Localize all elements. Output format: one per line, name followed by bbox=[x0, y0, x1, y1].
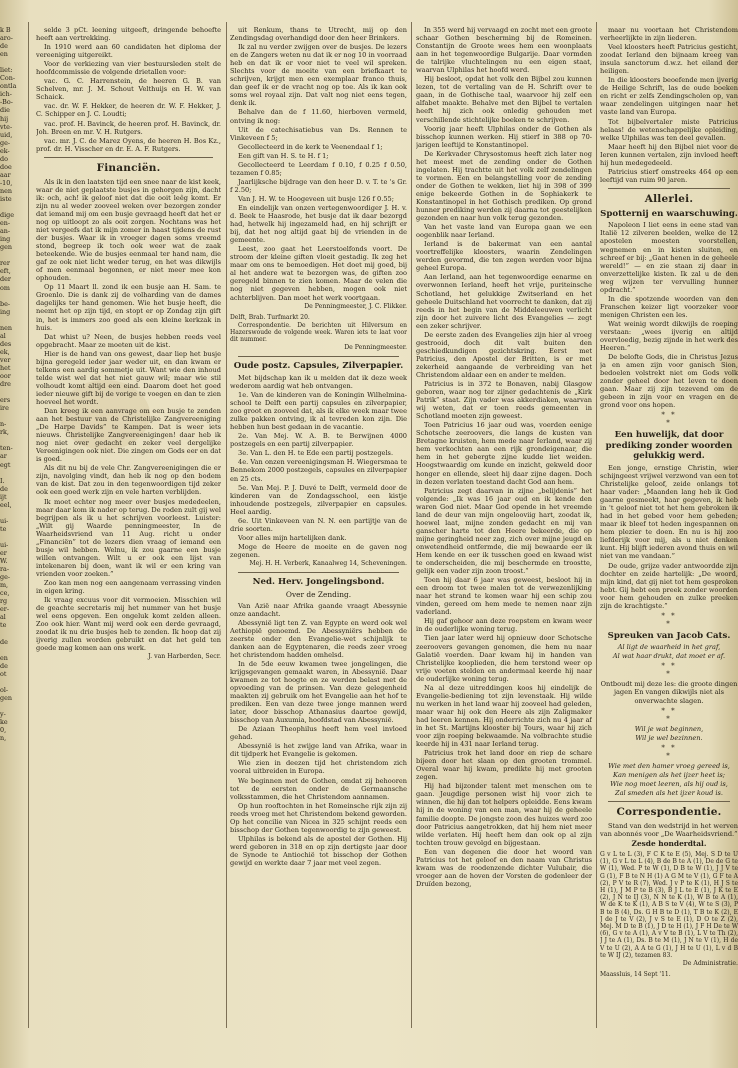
paragraph: Behalve dan de f 11.60, hierboven vermeld, ontving ik nog: bbox=[230, 108, 407, 125]
capsules-article bbox=[230, 374, 407, 559]
paragraph: In de 5de eeuw kwamen twee jongelingen, die krijgsgevangen gemaakt waren, in Abessynië. Daar kwamen ze tot hoogte en ze werden belast met de opvoeding van de prinsen. Van deze gelegenheid maakten zij gebruik om het Evangelie aan het hof te prediken. Een van deze twee jonge mannen werd later, door bisschop Athanasius daartoe gewijd, bisschop van Auxumia, hoofdstad van Abessynië. bbox=[230, 659, 407, 725]
paragraph: Hij gaf gehoor aan deze roepstem en kwam weer in de ouderlijke woning terug. bbox=[416, 617, 592, 634]
paragraph: Wat weinig wordt dikwijls de roeping verstaan: „wees ijverig en altijd overvloedig, bezig zijnde in het werk des Heeren.” bbox=[600, 319, 738, 353]
paragraph: Leest, zoo gaat het Leerstoelfonds voort. De stroom der kleine giften vloeit gestadig. Ik zeg het maar om ons te bemoedigen. Het doet mij goed, bij al het andere wat te bezorgen was, de giften zoo geregeld binnen te zien komen. Maar de velen die nog niet gegeven hebben, mogen ook niet achterblijven. Dan moet het werk voortgaan. bbox=[230, 245, 407, 302]
verse-line: Wie nog moet leeren, als hij oud is, bbox=[610, 779, 728, 788]
paragraph: Gecollecteerd te Leerdam f 0.10, f 0.25 f 0.50, tezamen f 0.85; bbox=[230, 160, 407, 177]
paragraph: Jaarlijksche bijdrage van den heer D. v. T. te 's Gr. f 2.50; bbox=[230, 177, 407, 194]
spreuken-heading: Spreuken van Jacob Cats. bbox=[607, 630, 731, 641]
correspondentie-subheading: Zesde honderdtal. bbox=[631, 838, 707, 848]
paragraph: Ik vraag excuus voor dit vermoeien. Misschien wil de geachte secretaris mij het nummer van het busje wel eens opgeven. Een ongeluk komt zelden alleen. Zoo ook hier. Want mij werd ook een derde gevraagd, zoodat ik nu drie busjes heb te zenden. Ik hoop dat zij ijverig zullen worden gebruikt en dat het geld ten goede mag komen aan ons werk. bbox=[36, 596, 221, 653]
list-item: 3e. Van L. den H. te Ede een partij postzegels. bbox=[238, 449, 394, 458]
paragraph: Patricius trok het land door en riep de schare bijeen door het slaan op den grooten trommel. Overal waar hij kwam, predikte hij met grooten zegen. bbox=[416, 749, 592, 782]
paragraph: Van J. H. W. te Hoogeveen uit busje 126 f 0.55; bbox=[238, 194, 394, 203]
zending-article-continued bbox=[416, 26, 592, 888]
paragraph: Voorig jaar heeft Ulphilas onder de Gothen als bisschop kunnen werken. Hij stierf in 388 op 70-jarigen leeftijd te Konstantinopel. bbox=[416, 124, 592, 149]
paragraph: Als dit nu bij de vele Chr. Zangvereenigingen die er zijn, navolging vindt, dan heb ik nog op den bodem van de kist. Dat zou in den tegenwoordigen tijd zeker ook een goed werk zijn en vele harten verblijden. bbox=[36, 464, 221, 497]
paragraph: In die spotzende woorden van den Franschen keizer ligt voorzeker voor menigen Christen een les. bbox=[600, 294, 738, 319]
paragraph: Gecollecteerd in de kerk te Veenendaal f 1; bbox=[238, 142, 383, 151]
list-item: 4e. Van onzen vereenigingsman H. Wiegersmaa te Bennekom 2000 postzegels, capsules en zilverpapier en 25 cts. bbox=[230, 458, 407, 483]
paragraph: Patricius is in 372 te Bonaven, nabij Glasgow geboren, waar nog ter zijner gedachtenis de „Kirk Patrik” staat. Zijn vader was akkerdiaken, waarvan wij weten, dat er toen reeds gemeenten in Schotland moeten zijn geweest. bbox=[416, 380, 592, 421]
paragraph: Tot bijbelvertaler miste Patricius helaas! de wetenschappelijke opleiding, welke Ulphilas was ten deel gevallen. bbox=[600, 117, 738, 142]
paragraph: We beginnen met de Gothen, omdat zij behooren tot de eersten onder de Germaansche volksstammen, die het Christendom aannamen. bbox=[230, 776, 407, 801]
list-item: Moge de Heere de moeite en de gaven nog zegenen. bbox=[230, 542, 407, 559]
verse-line: Wil je wat beginnen, bbox=[634, 724, 704, 733]
left-column-fragment: k B aro- de en liet: Con- ontla ich- -Bo- die hij vte- uid, ge- ek- do doe aar -10, nen iste dige en- an- ing gen rer eft, der om be- ing nen al des ek, ver het oor dre ers ire n- rk, ten- ar egt I. de ijt eel, ui- te ui- er W. ra- ge- m, ce, rg er- al te de en de ot ol- gen y- ke 0, n, bbox=[0, 26, 17, 743]
verse-line: Zal smeden als het ijzer koud is. bbox=[614, 788, 724, 797]
paragraph: Ik zal nu verder zwijgen over de busjes. De lezers en de Zangers weten nu dat ik er nog 10 in voorraad heb en dat ik er voor niet te veel wil spreken. Slechts voor de moeite van een briefkaart te schrijven, krijgt men een exemplaar franco thuis, dan geef ik er de vracht nog op toe. Als ik kan ook soms wel royaal zijn. Dat valt nog niet eens tegen, denk ik. bbox=[230, 43, 407, 108]
paragraph: vac. mr. J. C. de Marez Oyens, de heeren H. Bos Kz., prof. dr. H. Visscher en dr. E. A. F. Rutgers. bbox=[36, 136, 221, 153]
penningmeester-signature: De Penningmeester, J. C. Flikker. bbox=[304, 302, 407, 310]
paragraph: De Kerkvader Chrysostomus heeft zich later nog het meest met de zending onder de Gothen ingelaten. Hij trachtte uit het volk zelf zendelingen te vormen. Een en belangstelling voor de zending onder de Gothen te wekken, liet hij in 398 of 399 enige bekeerde Gothen in de Sophiakerk te Konstantinopel in het Gothisch prediken. Op grond hunner prediking werden zij daarna tot geestelijken gezonden en naar hun volk terug gezonden. bbox=[416, 149, 592, 223]
zending-article bbox=[230, 602, 407, 868]
paragraph: In 1910 werd aan 60 candidaten het diploma der vereeniging uitgereikt. bbox=[36, 43, 221, 60]
paragraph: Dan kreeg ik een aanvrage om een busje te zenden aan het bestuur van de Christelijke Zangvereeniging „De Harpe Davids” te Kampen. Dat is weer iets nieuws. Christelijke Zangvereenigingen! daar heb ik nog niet over gedacht en zeker veel dergelijke Vereenigingen ook niet. Die zingen om Gods eer en dat is goed. bbox=[36, 407, 221, 464]
correspondentie-heading: Correspondentie. bbox=[616, 805, 722, 818]
paragraph: Een gift van H. S. te H. f 1; bbox=[238, 151, 329, 160]
paragraph: Ulphilas is bekend als de apostel der Gothen. Hij werd geboren in 318 en op zijn dertigste jaar door de Synode te Antiochië tot bisschop der Gothen gewijd en werkte daar 7 jaar met veel zegen. bbox=[230, 834, 407, 867]
vereeniging-report bbox=[36, 26, 221, 153]
paragraph: Een jonge, ernstige Christin, wier schijngeest vrijwel verzwond van een tot Christelijke geloof, zeide onlangs tot haar vader: „Maanden lang heb ik God gaarne gesmeekt, haar gegeven, ik heb in 't geloof niet tot het hem gebroken ik had in het gebed voor hem gebeden; maar ik bleef tot heden ingespannen on hem plezier te doen. En nu is hij zoo liefderijk voor mij, als u niet denken kunt. Hij blijft iederen avond thuis en wil niet van me vandaan.” bbox=[600, 463, 738, 561]
patricius-conclusion bbox=[600, 26, 738, 184]
paragraph: Hij besloot, opdat het volk den Bijbel zou kunnen lezen, tot de vertaling van de H. Schrift over te gaan, in de Gothische taal, waarvoor hij zelf een alfabet maakte. Behalve met den Bijbel te vertalen heeft hij zich ook onledig gehouden met verschillende stichtelijke boeken te schrijven. bbox=[416, 75, 592, 124]
paragraph: selde 3 pCt. leening uitgeeft, dringende behoefte heeft aan vertrekking. bbox=[36, 26, 221, 43]
paragraph: Maar heeft hij den Bijbel niet voor de Ieren kunnen vertalen, zijn invloed heeft hij hun medegedeeld. bbox=[600, 142, 738, 167]
paragraph: Na al deze uitreddingen koos hij eindelijk de Evangelie-bediening tot zijn levenstaak. Hij wilde nu werken in het land waar hij zooveel had geleden, maar waar hij ook den Heere als zijn Zaligmaker had leeren kennen. Hij onderrichte zich nu 4 jaar af in het St. Martijns klooster bij Tours, waar hij zich voor zijn roeping bekwaamde. Na volbrachte studie keerde hij in 431 naar Ierland terug. bbox=[416, 683, 592, 749]
penningmeester-signature-2: De Penningmeester. bbox=[344, 344, 407, 352]
verse-line: Wie met den hamer vroeg gereed is, bbox=[608, 761, 730, 770]
paragraph: Een van degenen die door het woord van Patricius tot het geloof en den naam van Christus kwam was de roodenzende dichter Vulubair, die vroeger aan de hoven der Vorsten de godenleer der Druïden bezong, bbox=[416, 847, 592, 888]
paragraph: In 355 werd hij vervaagd en zocht met een groote schaar Gothen bescherming bij de Romeinen. Constantijn de Groote wees hem een woonplaats aan in het tegenwoordige Bulgarije. Daar vormden de talrijke vluchtelingen nu een eigen staat, waarvan Ulphilas het hoofd werd. bbox=[416, 26, 592, 75]
paragraph: uit Renkum, thans te Utrecht, mij op den Zendingsdag overhandigd door den heer Brinkers. bbox=[230, 26, 407, 43]
verse-line: Al ligt de waarheid in het graf, bbox=[617, 643, 721, 652]
paragraph: Toen hij daar 6 jaar was geweest, besloot hij in een droom tot twee malen tot de verwezenlijking naar het strand te komen waar hij een schip zou vinden, gereed om hem mede te nemen naar zijn vaderland. bbox=[416, 576, 592, 617]
spotternij-heading: Spotternij en waarschuwing. bbox=[600, 208, 738, 219]
paragraph: In die kloosters beoefende men ijverig de Heilige Schrift, las de oude boeken en richt er zelfs Zendingscholen op, van waar zendelingen uitgingen naar het vaste land van Europa. bbox=[600, 76, 738, 117]
spreuken-verse-1 bbox=[600, 643, 738, 660]
column-4: maar nu voortaan het Christendom verheerlijkte in zijn liederen. Veel kloosters heeft Patricius gesticht, zoodat Ierland den bijnaam kreeg van insula sanctorum d.w.z. het eiland der heiligen. In die kloosters beoefende men ijverig de Heilige Schrift, las de oude boeken en richt er zelfs Zendingscholen op, van waar zendelingen uitgingen naar het vaste land van Europa. Tot bijbelvertaler miste Patricius helaas! de wetenschappelijke opleiding, welke Ulphilas was ten deel gevallen. Maar heeft hij den Bijbel niet voor de Ieren kunnen vertalen, zijn invloed heeft hij hun medegedeeld. Patricius stierf omstreeks 464 op een leeftijd van ruim 90 jaren. Allerlei. Spotternij en waarschuwing. Napoleon I liet eens in eene stad van Italië 12 zilveren beelden, welke de 12 apostelen moesten voorstellen, wegnemen en in kisten sluiten, en schreef er bij: „Gaat henen in de geheele wereld!” — en zie staan zij daar in onverzettelijke kisten. Ik zal u de den weg wijzen ter vervulling hunner opdracht.” In die spotzende woorden van den Franschen keizer ligt voorzeker voor menigen Christen een les. Wat weinig wordt dikwijls de roeping verstaan: „wees ijverig en altijd overvloedig, bezig zijnde in het werk des Heeren.” De belofte Gods, die in Christus Jezus ja en amen zijn voor ganisch Sion, bedoelen volstrekt niet om Gods volk zonder geheel door het leven te doen gaan. Maar zij zijn tezevend om de gebeen in zijn voor en vragen en de grond voor ons hopen. * * * Een huwelijk, dat door prediking zonder woorden gelukkig werd. Een jonge, ernstige Christin, wier schijngeest vrijwel verzwond van een tot Christelijke geloof, zeide onlangs tot haar vader: „Maanden lang heb ik God gaarne gesmeekt, haar gegeven, ik heb in 't geloof niet tot het hem gebroken ik had in het gebed voor hem gebeden; maar ik bleef tot heden ingespannen on hem plezier te doen. En nu is hij zoo liefderijk voor mij, als u niet denken kunt. Hij blijft iederen avond thuis en wil niet van me vandaan.” De oude, grijze vader antwoordde zijn dochter en zeide hartelijk: „De woord, mijn kind, dat gij niet tot hem gesproken hebt. Gij hebt een preek zonder woorden voor hem gehouden en zulke preeken zijn de krachtigste.” * * * Spreuken van Jacob Cats. Al ligt de waarheid in het graf, Al wat haar drukt, dat moet er af. * * * Ontboudt mij deze les: die groote dingen jagen En vangen dikwijls niet als onverwachte slagen. * * * Wil je wat beginnen, Wil je wel bezinnen. * * * Wie met den hamer vroeg gereed is, Kan menigen als het ijzer heet is; Wie nog moet leeren, als hij oud is, Zal smeden als het ijzer koud is. Correspondentie. Stand van den wedstrijd in het werven van abonnés voor „De Waarheidsvriend.” Zesde honderdtal. G v L te L (3), F C K te E (5), Mej. S D te U (1), G v L te L (4), B de B te A (1), De de G te W (1), Wed. P te W (1), D B te W (1), J J V te G (1), F B te N H (1) A G M te V (1), G F te A (2), P V te R (7), Wed. J v P te K (1), H J S te H (1), J M P te B (3), B J L te E (1), J K te E (2), J N te IJ (3), N N te K (1), W B te A (1), W de K te K (1), A B S te V (4), W te S (3), P B te B (4), Ds. G H B te D (1), T B te K (2), E J de J te V (2), J v S te E (1), D O te Z (2), Mej. M D te B (1), J D te H (1), J F H De te W (6), G v te A (1), A v V te B (1), L V te Th (2), J J te A (1), Ds. B te M (1), J N te V (1), H de V te U (2), A A te G (1), J H te U (1), L v d B te W IJ (2), tezamen 83. De Administratie. Maassluis, 14 Sept '11. bbox=[600, 26, 738, 979]
list-item: 6e. Uit Vinkeveen van N. N. een partijtje van de drie soorten. bbox=[230, 516, 407, 533]
penningmeester-address: Delft, Brab. Turfmarkt 20. bbox=[230, 313, 310, 321]
correspondentie-note: Correspondentie. De berichten uit Hilversum en Hazerswoude de volgende week. Waren iets te laat voor dit nummer. bbox=[230, 321, 407, 344]
spreuken-verse-3 bbox=[600, 725, 738, 742]
separator-stars-2: * * * bbox=[661, 611, 677, 628]
paragraph: Toen Patricius 16 jaar oud was, voerden eenige Schotsche zeeroovers, die langs de kusten van Bretagne kruisten, hem mede naar Ierland, waar zij hem verkochten aan een rijk grondeigenaar, die hem in het gebergte zijne kudde liet weiden. Hoogstwaardig om kunde en inzicht, gekweld door honger en ellende, sleet hij daar zijne dagen. Doch in dezen verlaten toestand dacht God aan hem. bbox=[416, 421, 592, 486]
administratie-signature: De Administratie. bbox=[682, 959, 738, 967]
paragraph: Uit de catechisatiebus van Ds. Rennen te Vinkeveen f 5; bbox=[230, 125, 407, 142]
capsules-signature: Mej. H. H. Verberk, Kanaalweg 14, Scheveningen. bbox=[249, 559, 407, 567]
paragraph: Hij had bijzonder talent met menschen om te gaan. Jeugdige personen wist hij voor zich te winnen, die hij dan tot helpers opleidde. Eens kwam hij in de woning van een man, waar hij de geheele familie doopte. De jongste zoon des huizes werd zoo door Patricius aangetrokken, dat hij hem niet meer wilde verlaten. Hij heeft hem dan ook op al zijn tochten trouw gevolgd en bijgestaan. bbox=[416, 782, 592, 847]
leerstoelfonds-report bbox=[230, 26, 407, 302]
huwelijk-article bbox=[600, 464, 738, 610]
verse-line: Al wat haar drukt, dat moet er af. bbox=[612, 652, 726, 661]
paragraph: Van Azië naar Afrika gaande vraagt Abessynie onze aandacht. bbox=[230, 601, 407, 618]
spreuken-verse-4 bbox=[600, 762, 738, 797]
paragraph: Op hun rooftochten in het Romeinsche rijk zijn zij reeds vroeg met het Christendom bekend geworden. Op het concilie van Nicea in 325 schijnt reeds een bisschop der Gothen tegenwoordig te zijn geweest. bbox=[230, 801, 407, 834]
paragraph: Van het vaste land van Europa gaan we een oogenblik naar Ierland. bbox=[416, 223, 592, 240]
paragraph: Op 11 Maart ll. zond ik een busje aan H. Sam. te Groenlo. Die is dank zij de volharding van de dames dagelijks ter hand genomen. Wie het busje heeft, die neemt het op zijn tijd, en stopt er op Zondag zijn gift in, het is immers zoo goed als een kleine kerkzak in huis. bbox=[36, 283, 221, 332]
separator-stars: * * * bbox=[661, 411, 677, 428]
paragraph: Als ik in den laatsten tijd een snee naar de kist keek, waar de niet geplaatste busjes in gehorgen zijn, dacht ik: och, ach! ik geloof niet dat die ooit leêg komt. Er zijn nu al weder zooveel weken over bezorgen zonder dat iemand mij om een busje gevraagd heeft dat het er nog op uitloopt zo als ooit zorgen. Nochtans was het niet vergeefs dat ik mijn zomer in haast tijdens de rust der busjes. Waar ik in vroeger dagen soms vreemd stond, begreep ik toch ook weer wat de zaak beteekende. Wie de busjes eenmaal ter hand nam, die gaf ze ook niet licht weder terug, en het was dikwijls of men eenmaal begonnen, er niet meer mee kon ophouden. bbox=[36, 177, 221, 283]
paragraph: Wie zien in deezen tijd het christendom zich vooral uitbreiden in Europa. bbox=[230, 759, 407, 776]
paragraph: Tien jaar later werd hij opnieuw door Schotsche zeeroovers gevangen genomen, die hem nu naar Galatië voerden. Daar kwam hij in handen van Christelijke kooplieden, die hem terstond weer op vrije voeten stelden en andermaal keerde hij naar de ouderlijke woning terug. bbox=[416, 634, 592, 683]
paragraph: Patricius stierf omstreeks 464 op een leeftijd van ruim 90 jaren. bbox=[600, 167, 738, 184]
spotternij-article bbox=[600, 221, 738, 409]
paragraph: Dat whist u? Neen, de busjes hebben reeds veel opgebracht. Maar ze moeten uit de kist. bbox=[36, 332, 221, 349]
paragraph: Abessynië ligt ten Z. van Egypte en werd ook wel Aethiopië genoemd. De Abessyniërs hebben de zeerste onder den Evangelie-wet schijnlijk te danken aan de Egyptenaren, die reeds zeer vroeg het christendom hadden omhelsd. bbox=[230, 618, 407, 659]
correspondentie-list: G v L te L (3), F C K te E (5), Mej. S D te U (1), G v L te L (4), B de B te A (1), De de G te W (1), Wed. P te W (1), D B te W (1), J J V te G (1), F B te N H (1) A G M te V (1), G F te A (2), P V te R (7), Wed. J v P te K (1), H J S te H (1), J M P te B (3), B J L te E (1), J K te E (2), J N te IJ (3), N N te K (1), W B te A (1), W de K te K (1), A B S te V (4), W te S (3), P B te B (4), Ds. G H B te D (1), T B te K (2), E J de J te V (2), J v S te E (1), D O te Z (2), Mej. M D te B (1), J D te H (1), J F H De te W (6), G v te A (1), A v V te B (1), L V te Th (2), J J te A (1), Ds. B te M (1), J N te V (1), H de V te U (2), A A te G (1), J H te U (1), L v d B te W IJ (2), tezamen 83. bbox=[600, 850, 738, 959]
paragraph: Veel kloosters heeft Patricius gesticht, zoodat Ierland den bijnaam kreeg van insula sanctorum d.w.z. het eiland der heiligen. bbox=[600, 43, 738, 76]
verse-line: Wil je wel bezinnen. bbox=[635, 733, 703, 742]
paragraph: Patricius zegt daarvan in zijne „belijdenis” het volgende: „Ik was 16 jaar oud en ik kende den waren God niet. Maar God opende in het vreemde land de deur van mijn ongelooviig hart, zoodat ik, hoewel laat, mijne zonden gedacht en mij van ganscher harte tot den Heere bekeerde, die op mijne geringheid neer zag, zich over mijne jeugd en onwetendheid ontfermde, die mij bewaarde eer ik Hem kende en eer ik tusschen goed en kwaad wist te onderscheiden, die mij beschermde en troostte, gelijk een vader zijn zoon troost.” bbox=[416, 486, 592, 576]
paragraph: De belofte Gods, die in Christus Jezus ja en amen zijn voor ganisch Sion, bedoelen volstrekt niet om Gods volk zonder geheel door het leven te doen gaan. Maar zij zijn tezevend om de gebeen in zijn voor en vragen en de grond voor ons hopen. bbox=[600, 353, 738, 410]
verse-line: Kan menigen als het ijzer heet is; bbox=[613, 770, 725, 779]
paragraph: Ierland is de bakermat van een aantal voortreffelijke kloosters, waarin Zendelingen werden gevormd, die ten zegen werden voor bijna geheel Europa. bbox=[416, 240, 592, 273]
correspondentie-intro: Stand van den wedstrijd in het werven van abonnés voor „De Waarheidsvriend.” bbox=[600, 821, 738, 838]
paragraph: Napoleon I liet eens in eene stad van Italië 12 zilveren beelden, welke de 12 apostelen moesten voorstellen, wegnemen en in kisten sluiten, en schreef er bij: „Gaat henen in de geheele wereld!” — en zie staan zij daar in onverzettelijke kisten. Ik zal u de den weg wijzen ter vervulling hunner opdracht.” bbox=[600, 221, 738, 294]
paragraph: En eindelijk van onzen vertegenwoordiger J. H. v. d. Beek te Haasrode, het busje dat ik daar bezorgd had, hetwelk hij ingezameld had, en hij schrijft er bij, dat het nog altijd gaat bij de vrienden in de gemeente. bbox=[230, 203, 407, 245]
list-item: Met bijdschap kan ik u melden dat ik deze week wederom aardig wat heb ontvangen. bbox=[230, 373, 407, 390]
huwelijk-heading: Een huwelijk, dat door prediking zonder woorden gelukkig werd. bbox=[605, 430, 733, 462]
financien-signature: J. van Harberden, Secr. bbox=[148, 653, 221, 661]
financien-heading: Financiën. bbox=[96, 161, 161, 174]
financien-article bbox=[36, 178, 221, 653]
paragraph: Abessynië is het zwijge land van Afrika, waar in dit tijdperk het Evangelie is gekomen. bbox=[230, 742, 407, 759]
paragraph: vac. G. C. Harrenstein, de heeren G. B. van Schelven, mr. J. M. Schout Velthuijs en H. W. van Schaick. bbox=[36, 77, 221, 102]
column-1 bbox=[36, 26, 221, 664]
list-item: 5e. Van Mej. P. J. Duvé te Delft, vermeld door de kinderen van de Zondagsschool, een kistje inhoudende postzegels, zilverpapier en capsules. Heel aardig. bbox=[230, 483, 407, 516]
paragraph: vac. dr. W. F. Hekker, de heeren dr. W. F. Hekker, J. C. Schipper en J. C. Loudti; bbox=[36, 102, 221, 119]
list-item: 2e. Van Mej. W. A. B. te Berwijnen 4000 postzegels en een partij zilverpapier. bbox=[230, 432, 407, 449]
paragraph: Ik moet echter nog meer over busjes mededeelen, maar daar kom ik nader op terug. De roden zult gij wel begrijpen als ik u het schrijven voorleest. Luister: „Wilt gij Waarde penningmeester, In de Waarheidsvriend van 11 Aug. richt u onder „Financiën” tot de lezers dien vraag of iemand een busje wil hebben. Welnu, ik zou gaarne een busje willen ontvangen. Wilt u er ook een lijst van intekenaren bij doen, want ik wil er een kring van vrienden voor zoeken.” bbox=[36, 497, 221, 578]
paragraph: Aan Ierland, aan het tegenwoordige eenarme en overwonnen Ierland, heeft het vrije, puriteinsche Schotland, het gelukkige Zwitserland en het geheele Duitschland het voorrecht te danken, dat zij reeds in het begin van de Middeleeuwen verlicht zijn door het zuivere licht des Evangelies — zegt een zeker schrijver. bbox=[416, 273, 592, 330]
administratie-place-date: Maassluis, 14 Sept '11. bbox=[600, 971, 671, 979]
paragraph: Hier is de hand van ons gewest, daar liep het busje bijna geregeld ieder jaar weder uit, en dan kwam er telkens een aardig sommetje uit. Want wie den inhoud telde wist wel dat het niet gauw wil; maar wie stil volhoudt komt altijd een eind. Daarom doet het goed ieder nieuwe gift bij de vorige te voegen en dan te zien hoeveel het wordt. bbox=[36, 349, 221, 406]
allerlei-heading: Allerlei. bbox=[644, 192, 694, 205]
paragraph: De eerste zaden des Evangelies zijn hier al vroeg gestrooid, doch dit valt buiten den geschiedkundigen gezichtskring. Eerst met Patricius, den Apostel der Britten, is er met zekerheid aangaande de verbreiding van het Christendom aldaar een en ander te melden. bbox=[416, 330, 592, 379]
paragraph: Voor de verkiezing van vier bestuursleden stelt de hoofdcommissie de volgende drietallen voor: bbox=[36, 60, 221, 77]
paragraph: vac. prof. H. Bavinck, de heeren prof. H. Bavinck, dr. Joh. Breen en mr. V. H. Rutgers. bbox=[36, 119, 221, 136]
jongelingsbond-heading: Ned. Herv. Jongelingsbond. bbox=[252, 577, 385, 588]
paragraph: De oude, grijze vader antwoordde zijn dochter en zeide hartelijk: „De woord, mijn kind, dat gij niet tot hem gesproken hebt. Gij hebt een preek zonder woorden voor hem gehouden en zulke preeken zijn de krachtigste.” bbox=[600, 561, 738, 610]
paragraph: Zoo kan men nog een aangenaam verrassing vinden in eigen kring. bbox=[36, 579, 221, 596]
list-item: Voor alles mijn hartelijken dank. bbox=[238, 533, 347, 542]
zending-subheading: Over de Zending. bbox=[285, 589, 352, 599]
capsules-heading: Oude postz. Capsules, Zilverpapier. bbox=[233, 361, 404, 372]
list-item: 1e. Van de kinderen van de Koningin Wilhelmina-school te Delft een partij capsules en zilverpapier, zoo groot en zooveel dat, als ik elke week maar twee zulke pakken ontving, ik al tevreden kon zijn. Die hebben hun best gedaan in de vacantie. bbox=[230, 391, 407, 432]
column-3 bbox=[416, 26, 592, 889]
paragraph: De Aziaan Theophilus heeft hem veel invloed gehad. bbox=[230, 725, 407, 742]
spreuken-verse-2: Ontboudt mij deze les: die groote dingen jagen En vangen dikwijls niet als onverwachte slagen. bbox=[600, 680, 738, 705]
column-2 bbox=[230, 26, 407, 868]
paragraph: maar nu voortaan het Christendom verheerlijkte in zijn liederen. bbox=[600, 26, 738, 43]
